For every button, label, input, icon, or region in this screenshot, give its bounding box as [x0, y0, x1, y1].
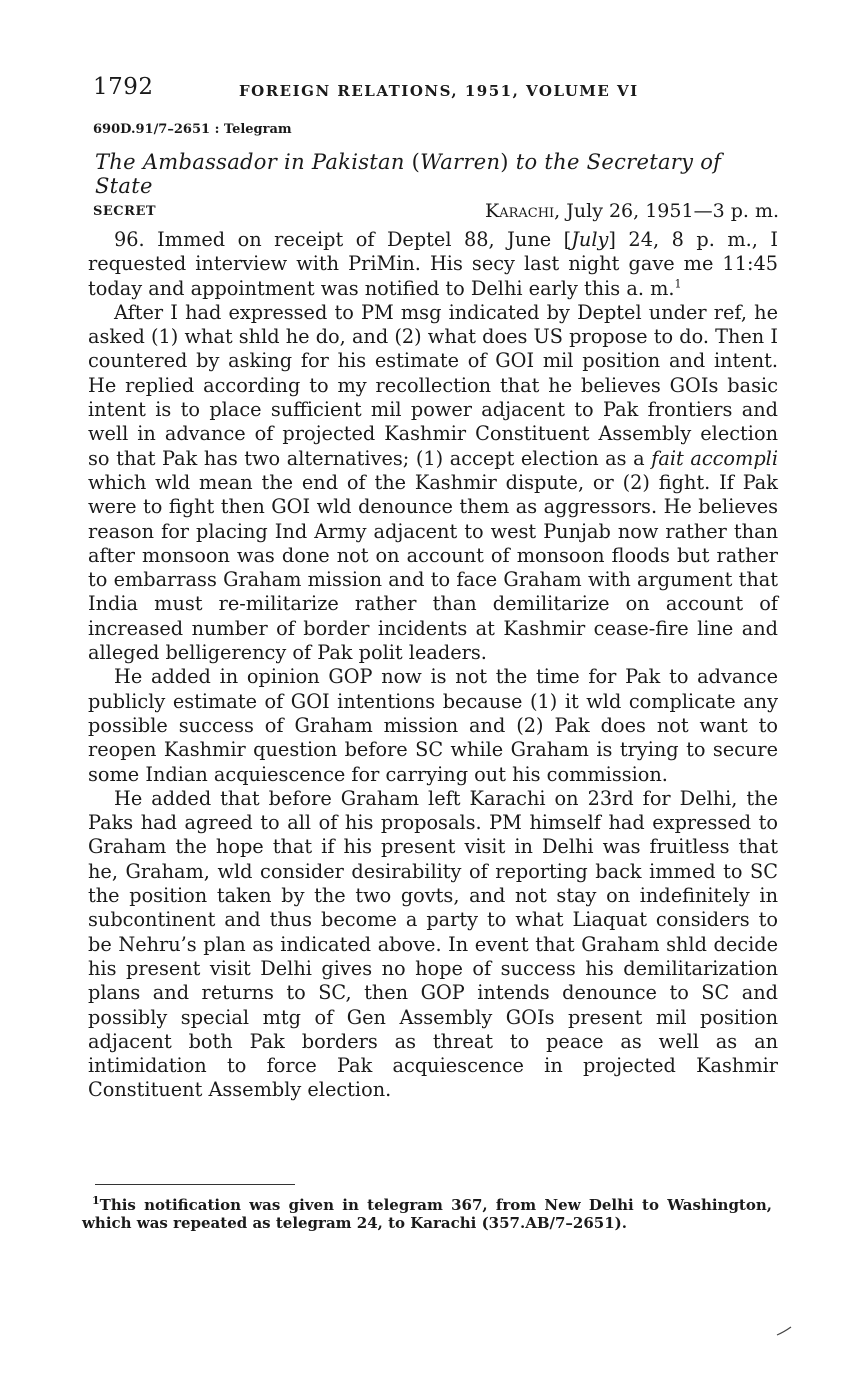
footnote-mark: 1	[92, 1194, 100, 1207]
page-header	[93, 74, 783, 104]
title-paren-close: )	[500, 150, 509, 174]
document-title	[95, 150, 785, 198]
dateline-date: July 26, 1951—3 p. m.	[560, 200, 779, 222]
paragraph-1	[88, 228, 778, 301]
footnote-divider	[95, 1184, 295, 1185]
paragraph-2-text-a: After I had expressed to PM msg indicated by Deptel under ref, he asked (1) what shld he do, and (2) what does US propose to do. Then I countered by asking for his estimate of GOI mil position and intent. He replied according to my recollection that he believes GOIs basic intent is to place sufficient mil power adjacent to Pak frontiers and well in advance of projected Kashmir Constituent Assembly election so that Pak has two alternatives; (1) accept election as a	[88, 300, 778, 470]
footnote-text: This notification was given in telegram 367, from New Delhi to Washington, which was repeated as telegram 24, to Karachi (357.AB/7–2651).	[82, 1196, 772, 1232]
dateline	[485, 200, 779, 222]
title-name: Warren	[420, 150, 501, 174]
page-number: 1792	[93, 74, 154, 100]
running-head: FOREIGN RELATIONS, 1951, VOLUME VI	[239, 82, 639, 100]
paragraph-3: He added in opinion GOP now is not the time for Pak to advance publicly estimate of GOI intentions because (1) it wld complicate any possible success of Graham mission and (2) Pak does not want to reopen Kashmir question before SC while Graham is trying to secure some Indian acquiescence for carrying out his commission.	[88, 665, 778, 786]
paragraph-2-text-b: fait accompli	[651, 446, 778, 470]
pencil-mark-icon	[776, 1326, 792, 1336]
paragraph-2	[88, 301, 778, 665]
telegram-meta	[93, 200, 783, 226]
telegram-body	[88, 228, 778, 1103]
title-part1: The Ambassador in Pakistan	[95, 150, 405, 174]
paragraph-2-text-c: which wld mean the end of the Kashmir dispute, or (2) fight. If Pak were to fight then GOI wld denounce them as aggressors. He believes reason for placing Ind Army adjacent to west Punjab now rather than after monsoon was done not on account of monsoon floods but rather to embarrass Graham mission and to face Graham with argument that India must re-militarize rather than demilitarize on account of increased number of border incidents at Kashmir cease-fire line and alleged belligerency of Pak polit leaders.	[88, 470, 778, 665]
title-paren-open: (	[404, 150, 421, 174]
title-part2: to the Secretary of State	[95, 150, 722, 198]
dateline-place: Karachi,	[485, 200, 561, 222]
paragraph-1-text-a: 96. Immed on receipt of Deptel 88, June [	[114, 228, 572, 251]
paragraph-1-text-b: July	[571, 228, 609, 251]
footnote	[82, 1196, 772, 1232]
paragraph-4: He added that before Graham left Karachi on 23rd for Delhi, the Paks had agreed to all of his proposals. PM himself had expressed to Graham the hope that if his present visit in Delhi was fruitless that he, Graham, wld consider desirability of reporting back immed to SC the position taken by the two govts, and not stay on indefinitely in subcontinent and thus become a party to what Liaquat considers to be Nehru’s plan as indicated above. In event that Graham shld decide his present visit Delhi gives no hope of success his demilitarization plans and returns to SC, then GOP intends denounce to SC and possibly special mtg of Gen Assembly GOIs present mil position adjacent both Pak borders as threat to peace as well as an intimidation to force Pak acquiescence in projected Kashmir Constituent Assembly election.	[88, 786, 778, 1102]
file-reference: 690D.91/7–2651 : Telegram	[93, 122, 292, 137]
classification: SECRET	[93, 204, 157, 219]
paragraph-1-text-c: ] 24, 8 p. m., I requested interview with PriMin. His secy last night gave me 11:45 today and appointment was notified to Delhi early this a. m.	[88, 228, 778, 300]
footnote-reference[interactable]: 1	[674, 277, 682, 291]
